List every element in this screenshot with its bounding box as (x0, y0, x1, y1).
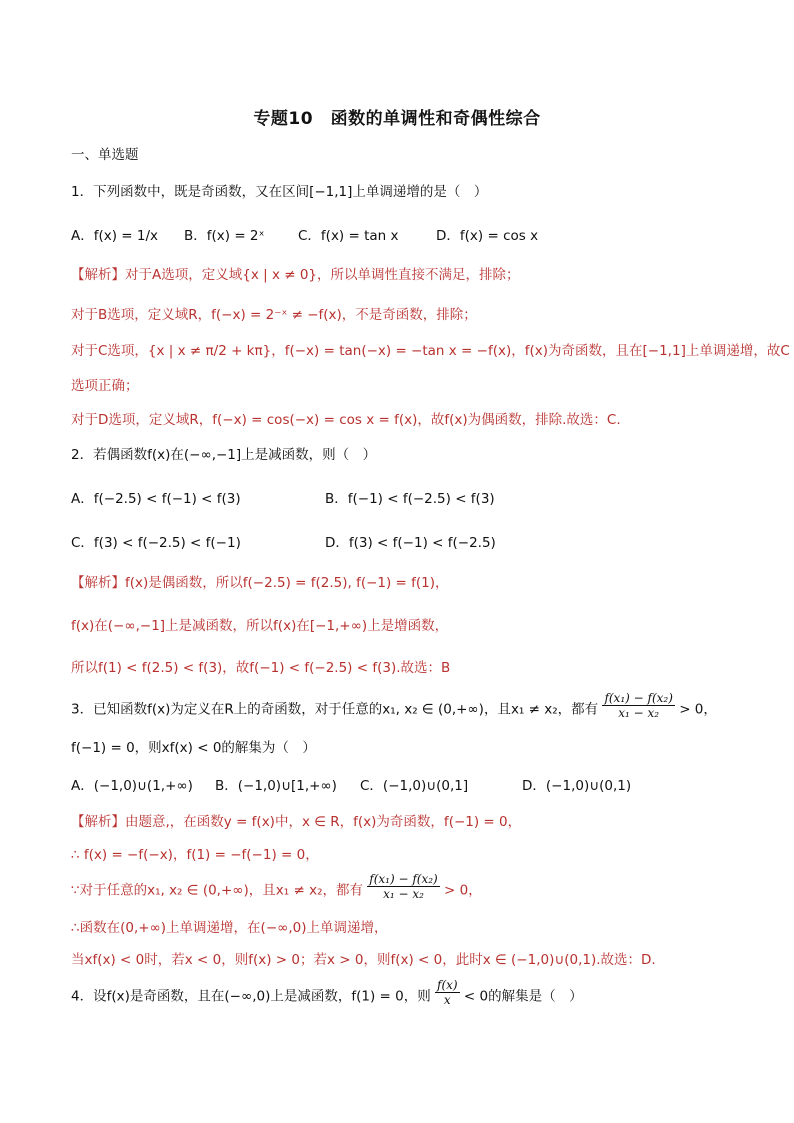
q2-option-b: B．f(−1) < f(−2.5) < f(3) (325, 491, 495, 507)
q3-stem-tail: > 0， (679, 701, 717, 718)
q2-option-d: D．f(3) < f(−1) < f(−2.5) (325, 535, 496, 551)
q1-option-c: C．f(x) = tan x (298, 228, 399, 244)
fraction-denominator: x₁ − x₂ (383, 887, 424, 901)
q3-analysis-fraction (367, 872, 439, 901)
q4-stem-text: 4．设f(x)是奇函数，且在(−∞,0)上是减函数，f(1) = 0，则 (71, 988, 431, 1005)
q2-analysis-line: f(x)在(−∞,−1]上是减函数，所以f(x)在[−1,+∞)上是增函数， (71, 618, 449, 634)
q3-analysis-text: ∵对于任意的x₁, x₂ ∈ (0,+∞)，且x₁ ≠ x₂，都有 (71, 882, 363, 899)
q4-stem-tail: < 0的解集是（ ） (463, 988, 583, 1005)
q3-analysis-line: 【解析】由题意,，在函数y = f(x)中，x ∈ R，f(x)为奇函数，f(−1) = 0， (71, 814, 522, 830)
q1-analysis-line: 对于D选项，定义域R，f(−x) = cos(−x) = cos x = f(x)，故f(x)为偶函数，排除.故选：C. (71, 412, 621, 428)
q4-stem-fraction (435, 978, 460, 1007)
q3-stem-text: 3．已知函数f(x)为定义在R上的奇函数，对于任意的x₁, x₂ ∈ (0,+∞)，且x₁ ≠ x₂，都有 (71, 701, 599, 718)
fraction-denominator: x₁ − x₂ (618, 706, 660, 720)
q1-analysis-line: 对于B选项，定义域R，f(−x) = 2⁻ˣ ≠ −f(x)，不是奇函数，排除； (71, 307, 477, 323)
q1-option-b: B．f(x) = 2ˣ (184, 228, 265, 244)
q1-option-d: D．f(x) = cos x (436, 228, 539, 244)
q3-analysis-line (71, 872, 482, 901)
q3-option-c: C．(−1,0)∪(0,1] (360, 778, 469, 794)
q3-analysis-line: ∴函数在(0,+∞)上单调递增，在(−∞,0)上单调递增， (71, 920, 388, 936)
fraction-numerator: f(x₁) − f(x₂) (604, 691, 673, 705)
q4-stem (71, 978, 583, 1007)
q2-stem: 2．若偶函数f(x)在(−∞,−1]上是减函数，则（ ） (71, 447, 377, 463)
q3-analysis-line: ∴ f(x) = −f(−x)，f(1) = −f(−1) = 0， (71, 847, 319, 863)
q2-analysis-line: 所以f(1) < f(2.5) < f(3)，故f(−1) < f(−2.5) < f(3).故选：B (71, 660, 451, 676)
q1-stem: 1．下列函数中，既是奇函数，又在区间[−1,1]上单调递增的是（ ） (71, 184, 488, 200)
fraction-denominator: x (443, 993, 451, 1007)
q3-option-b: B．(−1,0)∪[1,+∞) (215, 778, 337, 794)
q3-stem-line-2: f(−1) = 0，则xf(x) < 0的解集为（ ） (71, 740, 316, 756)
q2-option-a: A．f(−2.5) < f(−1) < f(3) (71, 491, 241, 507)
q2-analysis-line: 【解析】f(x)是偶函数，所以f(−2.5) = f(2.5), f(−1) = f(1)， (71, 575, 449, 591)
q3-analysis-line: 当xf(x) < 0时，若x < 0，则f(x) > 0；若x > 0，则f(x) < 0，此时x ∈ (−1,0)∪(0,1).故选：D. (71, 952, 656, 968)
q1-option-a: A．f(x) = 1/x (71, 228, 159, 244)
q3-stem-fraction (602, 691, 674, 720)
q2-option-c: C．f(3) < f(−2.5) < f(−1) (71, 535, 241, 551)
q3-analysis-tail: > 0， (444, 882, 482, 899)
fraction-numerator: f(x) (437, 978, 458, 992)
q3-stem (71, 691, 717, 720)
section-heading: 一、单选题 (71, 147, 139, 163)
q3-option-a: A．(−1,0)∪(1,+∞) (71, 778, 193, 794)
q1-analysis-line: 选项正确； (71, 378, 139, 394)
fraction-numerator: f(x₁) − f(x₂) (369, 872, 438, 886)
q1-analysis-line: 对于C选项，{x | x ≠ π/2 + kπ}，f(−x) = tan(−x) = −tan x = −f(x)，f(x)为奇函数，且在[−1,1]上单调递增，故C (71, 343, 790, 359)
q1-analysis-line: 【解析】对于A选项，定义域{x | x ≠ 0}，所以单调性直接不满足，排除； (71, 267, 520, 283)
q3-option-d: D．(−1,0)∪(0,1) (522, 778, 632, 794)
page-title: 专题10 函数的单调性和奇偶性综合 (253, 109, 541, 129)
